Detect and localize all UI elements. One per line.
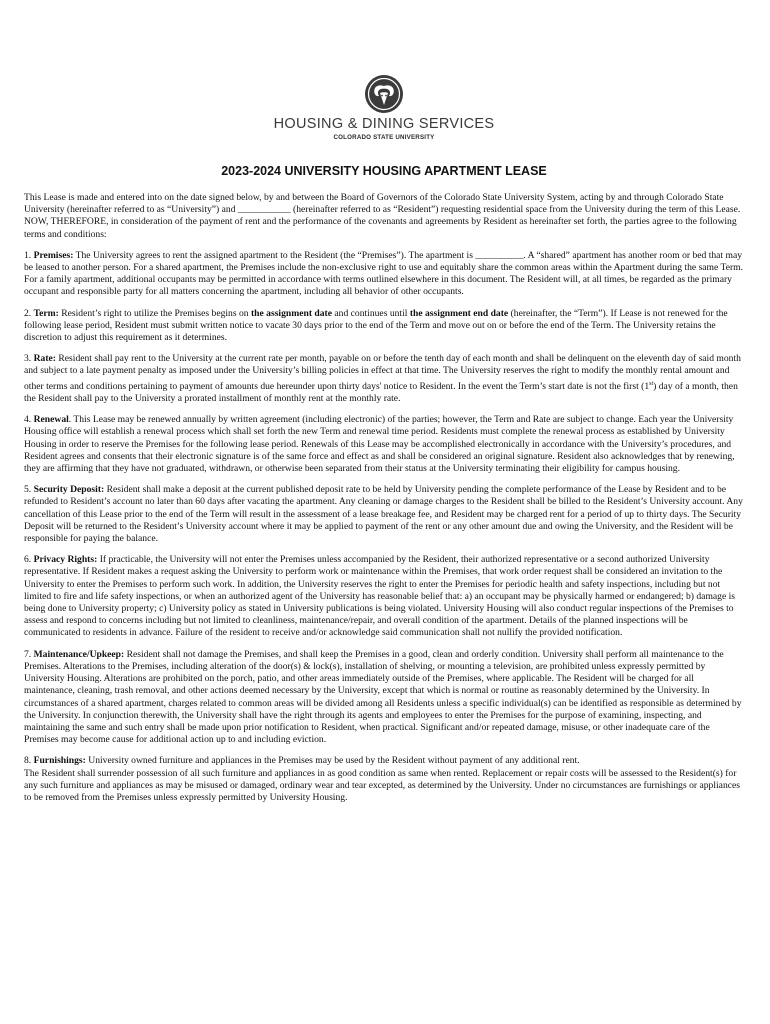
letterhead [24,0,744,142]
section-number: 5. [24,484,32,496]
document-title: 2023-2024 UNIVERSITY HOUSING APARTMENT LEASE [221,164,547,178]
section-maintenance [24,649,744,747]
org-subtitle: COLORADO STATE UNIVERSITY [333,134,435,141]
section-renewal [24,414,744,475]
section-security-deposit [24,484,744,545]
section-text: If practicable, the University will not enter the Premises unless accompanied by the Resident, their authorized representative or a second authorized University representative. If Resident makes a request asking the University to perform work or maintenance within the Premises, that work order request shall be considered an invitation to the University to enter the Premises to perform such work. In addition, the University reserves the right to enter the Premises for periodic health and safety inspections, including but not limited to fire and life safety inspections, or when an authorized agent of the University has reasonable belief that: a) an occupant may be physically harmed or endangered; b) damage is being done to University property; c) University policy as stated in University publications is being violated. University Housing will also conduct regular inspections of the Premises to assess and respond to concerns including but not limited to cleanliness, maintenance/repair, and overall condition of the apartment. Details of the planned inspections will be communicated to residents in advance. Failure of the resident to receive and/or acknowledge said communication shall not nullify the provided notification. [24,554,736,639]
section-text: University owned furniture and appliances in the Premises may be used by the Resident without payment of any additional rent. [88,755,580,767]
section-heading: Privacy Rights: [33,554,98,566]
section-text: ) day of a month, then the Resident shall pay to the University a prorated installment of monthly rent at the monthly rate. [24,380,738,405]
ram-head-seal-icon [364,74,404,114]
section-heading: Rate: [33,353,56,365]
section-heading: Premises: [33,249,74,261]
section-furnishings [24,755,744,804]
section-privacy-rights [24,554,744,639]
section-heading: Renewal [33,414,69,426]
section-text: Resident shall make a deposit at the current published deposit rate to be held by University pending the complete performance of the Lease by Resident and to be refunded to Resident’s account no later than 60 days after vacating the apartment. Any cleaning or damage charges to the Resident shall be billed to the Resident’s University account. Any cancellation of this Lease prior to the end of the Term will result in the assessment of a lease breakage fee, and Resident may be charged rent for a period of up to thirty days. The Security Deposit will be returned to the Resident’s University account where it may be applied to payment of the rent or any other amount due and owing the University, and the Resident will be responsible for paying the balance. [24,484,743,545]
intro-paragraph: This Lease is made and entered into on the date signed below, by and between the Board of Governors of the Colorado State University System, acting by and through Colorado State University (hereinafter referred to as “University”) and ___________ (hereinafter referred to as “Resident”) requesting residential space from the University during the term of this Lease. NOW, THEREFORE, in consideration of the payment of rent and the performance of the covenants and agreements by Resident as hereinafter set forth, the parties agree to the following terms and conditions: [24,192,741,240]
section-rate [24,353,744,405]
ordinal-superscript: st [649,380,654,387]
section-number: 7. [24,648,32,660]
section-number: 8. [24,755,32,767]
section-heading: Maintenance/Upkeep: [33,648,125,660]
section-premises [24,250,744,299]
section-text: Resident shall not damage the Premises, and shall keep the Premises in a good, clean and orderly condition. University shall perform all maintenance to the Premises. Alterations to the Premises, including alteration of the door(s) & lock(s), installation of shelving, or mounting a television, are prohibited unless expressly permitted by University Housing. Alterations are prohibited on the porch, patio, and other areas immediately outside of the Premises, where applicable. The Resident will be charged for all maintenance, cleaning, trash removal, and other actions deemed necessary by the University, except that which is normal or routine as reasonably determined by the University. In circumstances of a shared apartment, charges related to common areas will be divided among all Residents unless a specific individual(s) can be identified as responsible as determined by the University. In conjunction therewith, the University shall have the right through its agents and employees to enter the Premises for the purpose of examining, inspecting, and maintaining the same and such entry shall be made upon prior notification to Resident, when practical. Significant and/or repeated damage, misuse, or other inadequate care of the Premises may become cause for additional action up to and including eviction. [24,648,742,746]
section-text: The Resident shall surrender possession of all such furniture and appliances in as good condition as same when rented. Replacement or repair costs will be assessed to the Resident(s) for any such furniture and appliances as may be misused or damaged, ordinary wear and tear excepted, as determined by the University. Under no circumstances are furnishings or appliances to be removed from the Premises unless expressly permitted by University Housing. [24,767,740,803]
section-text: and continues until [334,307,408,319]
section-text: (hereinafter, the “Term”). If Lease is not renewed for the following lease period, Resident must submit written notice to vacate 30 days prior to the end of the Term and move out on or before the end of the Term. The University retains the discretion to adjust this requirement as it determines. [24,307,728,344]
assignment-end-date-text: the assignment end date [409,307,509,319]
section-heading: Security Deposit: [33,484,105,496]
section-number: 2. [24,307,32,319]
section-text: Resident shall pay rent to the University at the current rate per month, payable on or before the tenth day of each month and shall be delinquent on the eleventh day of said month and subject to a late payment penalty as imposed under the University’s billing policies in effect at that time. The University reserves the right to modify the monthly rental amount and other terms and conditions pertaining to payment of amounts due hereunder upon thirty days' notice to Resident. In the event the Term’s start date is not the first (1 [24,353,741,392]
section-heading: Term: [33,307,59,319]
section-number: 1. [24,249,32,261]
section-text: Resident’s right to utilize the Premises begins on [61,307,249,319]
section-term [24,308,744,345]
section-text: . This Lease may be renewed annually by written agreement (including electronic) of the parties; however, the Term and Rate are subject to change. Each year the University Housing office will establish a renewal process which shall set forth the new Term and renewal time period. Residents must complete the renewal process as established by University Housing in order to reserve the Premises for the following lease period. Renewals of this Lease may be accomplished electronically in accordance with the University’s procedures, and Resident agrees and consents that their electronic signature is of the same force and effect as and shall be considered an original signature. Resident also acknowledges that by renewing, they are affirming that they have not graduated, withdrawn, or otherwise been separated from their status at the University terminating their eligibility for campus housing. [24,414,735,475]
section-number: 6. [24,554,32,566]
assignment-date-text: the assignment date [250,307,332,319]
section-number: 3. [24,353,32,365]
org-name: HOUSING & DINING SERVICES [273,116,495,132]
section-heading: Furnishings: [33,755,86,767]
section-text: The University agrees to rent the assigned apartment to the Resident (the “Premises”). The apartment is __________. A “shared” apartment has another room or bed that may be leased to another person. For a shared apartment, the Premises include the non-exclusive right to use and equitably share the common areas within the Apartment during the same Term. For a family apartment, additional occupants may be permitted in accordance with terms outlined elsewhere in this document. The Resident will, at all times, be regarded as the primary occupant and responsible party for all matters concerning the apartment, including all behavior of other occupants. [24,249,744,298]
section-number: 4. [24,414,32,426]
